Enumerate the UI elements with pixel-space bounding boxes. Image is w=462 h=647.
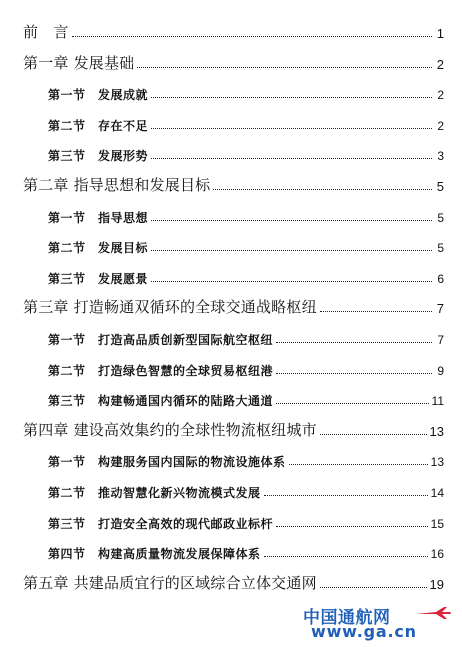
- toc-section-row[interactable]: [0, 324, 462, 346]
- toc-entry-label: 第二节 推动智慧化新兴物流模式发展: [48, 486, 261, 500]
- toc-page-number: 13: [429, 423, 444, 439]
- dot-leader: [213, 189, 432, 190]
- toc-page-number: 5: [436, 179, 444, 194]
- dot-leader: [151, 220, 432, 221]
- toc-page-number: 2: [436, 56, 444, 72]
- toc-entry-label: 第三节 构建畅通国内循环的陆路大通道: [48, 394, 274, 409]
- toc-section-row[interactable]: [0, 79, 462, 101]
- toc-page-number: 13: [430, 455, 444, 470]
- dot-leader: [72, 36, 432, 37]
- toc-chapter-row[interactable]: [0, 171, 462, 193]
- dot-leader: [151, 281, 432, 282]
- toc-entry-label: 第二节 存在不足: [48, 118, 149, 133]
- toc-entry-label: 第三节 发展愿景: [48, 271, 149, 286]
- toc-entry-label: 第三节 发展形势: [48, 149, 149, 164]
- toc-page-number: 7: [436, 301, 444, 317]
- toc-page-number: 7: [437, 333, 444, 347]
- toc-entry-label: 第五章 共建品质宜行的区域综合立体交通网: [23, 573, 317, 592]
- toc-page-number: 2: [437, 118, 444, 133]
- toc-entry-label: 第一节 发展成就: [48, 88, 149, 103]
- dot-leader: [264, 495, 428, 496]
- toc-page-number: 2: [437, 88, 444, 103]
- dot-leader: [320, 434, 427, 435]
- dot-leader: [151, 97, 432, 98]
- dot-leader: [276, 526, 428, 527]
- toc-section-row[interactable]: [0, 263, 462, 285]
- toc-section-row[interactable]: [0, 508, 462, 530]
- toc-page-number: 3: [437, 149, 444, 164]
- dot-leader: [151, 158, 432, 159]
- toc-chapter-row[interactable]: [0, 49, 462, 71]
- toc-page-number: 14: [430, 486, 444, 500]
- toc-section-row[interactable]: [0, 538, 462, 560]
- toc-chapter-row[interactable]: [0, 416, 462, 438]
- toc-chapter-row[interactable]: [0, 293, 462, 315]
- toc-entry-label: 第一章 发展基础: [23, 53, 135, 72]
- toc-section-row[interactable]: [0, 140, 462, 162]
- toc-entry-label: 第一节 指导思想: [48, 210, 149, 225]
- toc-entry-label: 第三节 打造安全高效的现代邮政业标杆: [48, 516, 274, 531]
- dot-leader: [320, 311, 432, 312]
- toc-entry-label: 第四节 构建高质量物流发展保障体系: [48, 547, 261, 562]
- dot-leader: [137, 67, 432, 68]
- toc-entry-label: 第三章 打造畅通双循环的全球交通战略枢纽: [23, 298, 317, 317]
- toc-page-number: 6: [437, 271, 444, 286]
- toc-section-row[interactable]: [0, 385, 462, 407]
- toc-page-number: 9: [437, 363, 444, 378]
- toc-chapter-row[interactable]: [0, 18, 462, 40]
- toc-chapter-row[interactable]: [0, 569, 462, 591]
- toc-entry-label: 前 言: [23, 23, 69, 41]
- dot-leader: [151, 250, 432, 251]
- toc-section-row[interactable]: [0, 355, 462, 377]
- dot-leader: [320, 587, 427, 588]
- toc-entry-label: 第一节 打造高品质创新型国际航空枢纽: [48, 333, 274, 347]
- dot-leader: [289, 464, 428, 465]
- toc-section-row[interactable]: [0, 232, 462, 254]
- toc-page-number: 16: [430, 547, 444, 562]
- toc-page-number: 19: [429, 576, 444, 592]
- toc-page-number: 11: [431, 394, 444, 409]
- toc-page-number: 15: [430, 516, 444, 531]
- dot-leader: [276, 342, 432, 343]
- dot-leader: [264, 556, 428, 557]
- toc-entry-label: 第二节 发展目标: [48, 241, 149, 256]
- toc-entry-label: 第二节 打造绿色智慧的全球贸易枢纽港: [48, 363, 274, 378]
- toc-section-row[interactable]: [0, 446, 462, 468]
- toc-page-number: 5: [437, 210, 444, 225]
- dot-leader: [276, 403, 429, 404]
- toc-section-row[interactable]: [0, 477, 462, 499]
- watermark-url: www.ga.cn: [311, 622, 417, 641]
- toc-page-number: 1: [436, 26, 444, 41]
- toc-section-row[interactable]: [0, 202, 462, 224]
- dot-leader: [276, 373, 432, 374]
- toc-section-row[interactable]: [0, 110, 462, 132]
- toc-entry-label: 第一节 构建服务国内国际的物流设施体系: [48, 455, 286, 470]
- dot-leader: [151, 128, 432, 129]
- toc-entry-label: 第四章 建设高效集约的全球性物流枢纽城市: [23, 420, 317, 439]
- toc-entry-label: 第二章 指导思想和发展目标: [23, 176, 211, 194]
- toc-page-number: 5: [437, 241, 444, 256]
- watermark-logo-text: 中国通航网: [303, 608, 391, 628]
